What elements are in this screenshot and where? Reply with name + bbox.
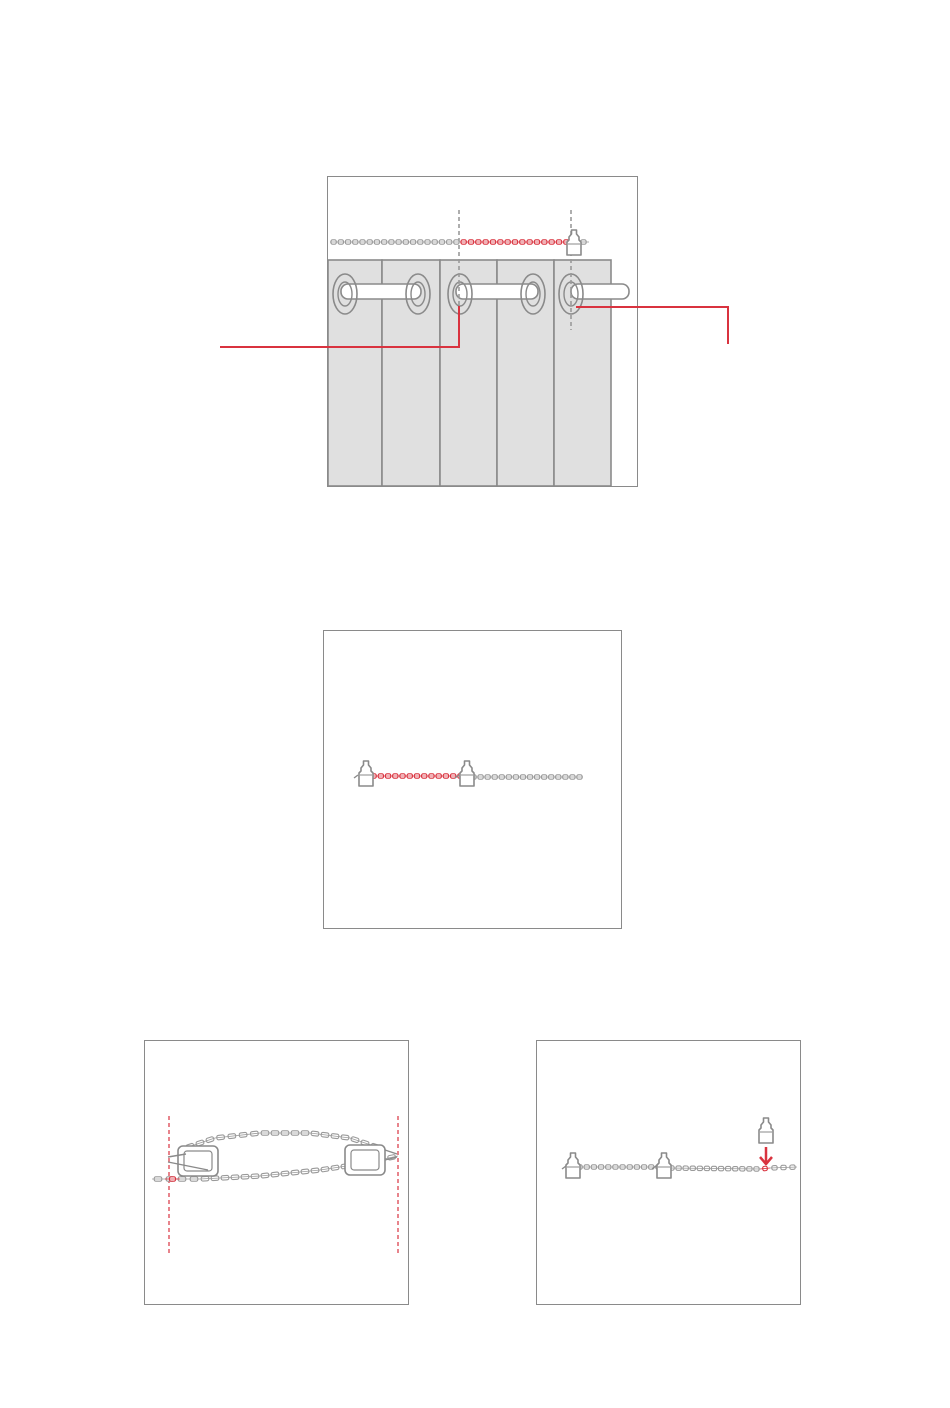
chain-loop-art <box>152 1116 398 1255</box>
weight-body <box>460 761 474 786</box>
chain-highlight <box>370 774 464 778</box>
hook-tab <box>354 775 358 778</box>
chain-core <box>260 1170 320 1176</box>
chain-highlight <box>760 1166 770 1171</box>
chain-icon <box>770 1165 797 1170</box>
weights-on-chain-art <box>354 761 583 786</box>
chain-icon <box>668 1166 760 1171</box>
attach-weight-art <box>562 1118 797 1178</box>
hook-weight-icon <box>759 1118 773 1143</box>
chain-icon <box>330 240 460 244</box>
hook-weight-icon <box>359 761 373 786</box>
weight-body <box>567 230 581 255</box>
chain-segment <box>215 1131 260 1140</box>
chain-icon <box>470 775 583 779</box>
weight-body <box>359 761 373 786</box>
chain-segment <box>260 1131 310 1135</box>
weight-body <box>759 1118 773 1143</box>
weight-body <box>566 1153 580 1178</box>
chain-segment <box>310 1131 350 1140</box>
weight-body <box>657 1153 671 1178</box>
hook-weight-icon <box>460 761 474 786</box>
hook-weight-icon <box>657 1153 671 1178</box>
curtain-overview-art <box>220 210 728 486</box>
curtain-rod <box>341 284 421 299</box>
curtain-rod <box>571 284 629 299</box>
chain-icon <box>576 1165 662 1169</box>
chain-highlight <box>460 240 570 244</box>
hook-weight-icon <box>567 230 581 255</box>
chain-core <box>760 1168 770 1169</box>
chain-segment <box>260 1168 320 1178</box>
hook-weight-icon <box>566 1153 580 1178</box>
